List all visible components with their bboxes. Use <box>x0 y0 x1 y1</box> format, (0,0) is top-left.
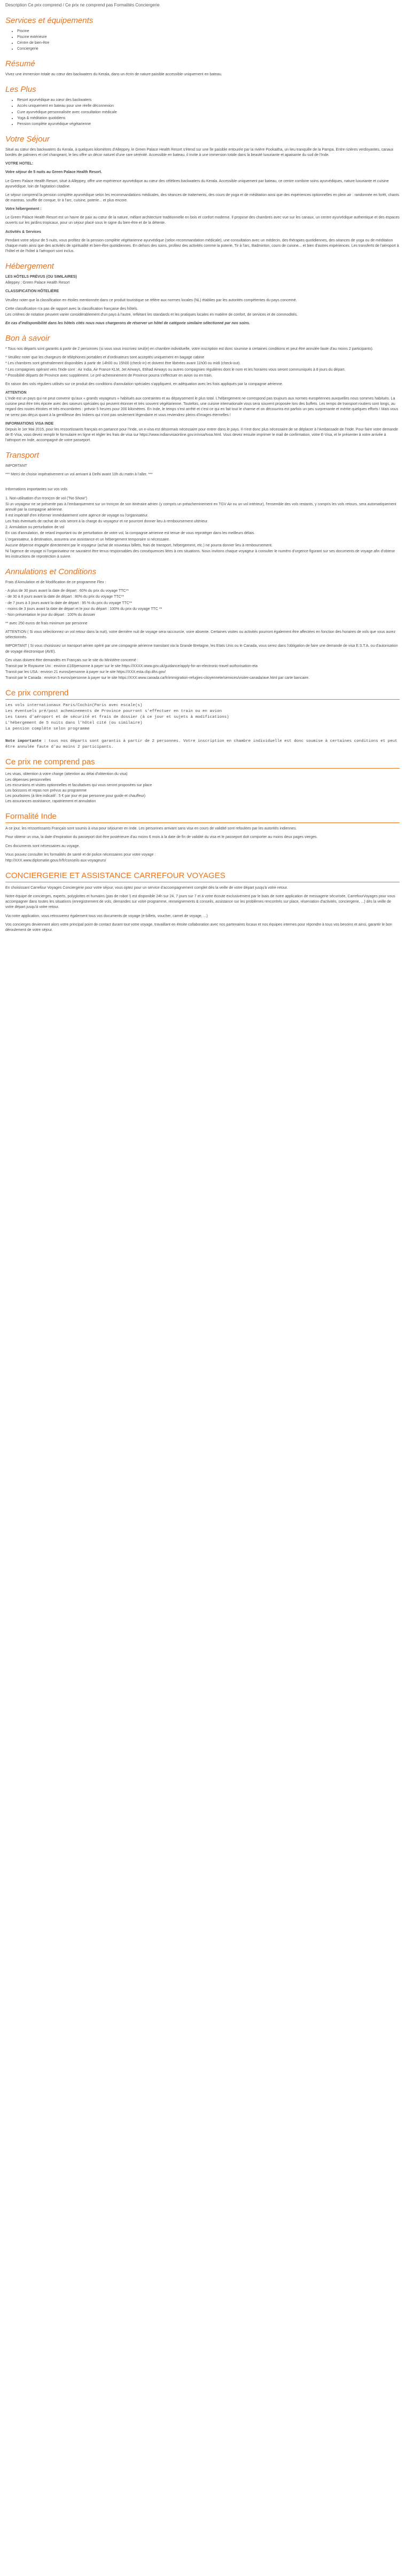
note-text: : tous nos départs sont garantis à partir de 2 personnes. Votre inscription en chambre individuelle est donc soumise à certaines conditions et peut être annulée faute d'au moins 2 participants. <box>5 739 398 749</box>
hebergement-paragraph: Le Green Palace Health Resort est un havre de paix au cœur de la nature, mêlant architecture traditionnelle en bois et confort moderne. Il propose des chambres avec vue sur les canaux, un centre ayurvédique authentique et des espaces ouverts sur les jardins tropicaux, pour un séjour placé sous le signe du bien-être et de la détente. <box>5 216 400 225</box>
visa-sites-intro: Ces visas doivent être demandés en Français sur le site du Ministère concerné : <box>5 658 138 662</box>
annulations-title: Annulations et Conditions <box>5 567 97 577</box>
list-item: Les visas, obtention à votre charge (attention au délai d'obtention du visa) <box>5 772 128 777</box>
prix-comprend-title: Ce prix comprend <box>5 688 400 700</box>
formalite-paragraph: Pour obtenir un visa, la date d'expiration du passeport doit être postérieure d'au moins 6 mois à la date de fin de validité du visa et le passeport doit comporter au moins deux pages vierges. <box>5 835 318 840</box>
flights-info-label: Informations importantes sur vos vols <box>5 488 67 492</box>
list-item: Les assurances assistance, rapatriement et annulation <box>5 800 96 804</box>
tab-descriptions: Description Ce prix comprend / Ce prix ne comprend pas Formalités Conciergerie <box>5 3 160 7</box>
hotel-paragraph: Le séjour comprend la pension complète ayurvédique selon les recommandations médicales, des séances de traitements, des cours de yoga et de méditation ainsi que des expériences optionnelles en plein air : randonnée en forêt, chants de mantras, souffle de conque, tir à l'arc, cuisine, poterie... et plus encore. <box>5 193 399 202</box>
list-item: • Yoga & méditation quotidiens <box>17 116 400 121</box>
annulation-attention: ATTENTION ( Si vous sélectionnez un vol retour dans la nuit), votre dernière nuit de voyage sera raccourcie, voire absente. Certaines visites ou activités pourront également être affectées en fonction des horaires de vols que vous aurez sélectionnés. <box>5 630 396 640</box>
services-title: Services et équipements <box>5 15 94 25</box>
list-item: • Accès uniquement en bateau pour une réelle déconnexion <box>17 104 400 109</box>
list-item: Les boissons et repas non prévus au programme <box>5 788 87 793</box>
plus-title: Les Plus <box>5 85 36 95</box>
attention-paragraph: L'Inde est un pays qui ne peut convenir qu'aux « grands voyageurs » habitués aux contraintes et au dépaysement le plus total. L'hébergement ne correspond pas toujours aux normes européennes auxquelles nous sommes habitués. La cuisine peut être très épicée avec des saveurs spéciales qui peuvent étonner et très souvent végétarienne. Toutefois, une cuisine internationale vous sera souvent proposée lors des buffets. Les temps de transport routiers sont longs, au regard des routes étroites et très encombrées : prévoir 5 heures pour 200 kilomètres. En Inde, le temps s'est arrêté et c'est ce qui en fait tout le charme et on découvrira est parfois un peu surprenante et mérite quelques efforts ! Mais vous ne serez pas déçus quant à la gentillesse des Indiens qui n'ont pas seulement légendaire et vous reviendrez pleins d'images éternelles ! <box>5 397 399 417</box>
formalite-paragraph: A ce jour, les ressortissants Français sont soumis à visa pour séjourner en Inde. Les personnes arrivant sans visa en cours de validité sont refoulées par les autorités indiennes. <box>5 827 297 831</box>
sejour-intro: Situé au cœur des backwaters du Kerala, à quelques kilomètres d'Alleppey, le Green Palace Health Resort s'étend sur une île paisible entourée par la rivière Pookaitha, un lieu tranquille de la Pampa. Entre rizières verdoyantes, canaux bordés de palmiers et ciel changeant, le lieu offre un décor naturel d'une rare sérénité. Accessible en bateau, il invite à une immersion totale dans la beauté luxuriante et apaisante du sud de l'Inde. <box>5 148 394 158</box>
list-item: • Resort ayurvédique au cœur des backwaters <box>17 98 400 103</box>
info-paragraph: En raison des vols réguliers utilisés sur ce produit des conditions d'annulation spéciales s'appliquent, en adéquation avec les frais appliqués par la compagnie aérienne. <box>5 382 283 386</box>
resume-title: Résumé <box>5 59 35 69</box>
conciergerie-paragraph: En choisissant Carrefour Voyages Conciergerie pour votre séjour, vous optez pour un service d'accompagnement complet dès la veille de votre départ jusqu'à votre retour. <box>5 886 288 890</box>
visa-site-line: Transit par les USA : environ 21 euros/personne à payer sur le site https://XXX.esta.cbp.dhs.gov/ <box>5 670 166 674</box>
classification-label: CLASSIFICATION HÔTELIÈRE <box>5 289 59 294</box>
bon-savoir-title: Bon à savoir <box>5 334 50 343</box>
sejour-title: Votre Séjour <box>5 135 50 144</box>
prix-pas-block <box>5 772 400 804</box>
classification-paragraph: Les critères de notation peuvent varier considérablement d'un pays à l'autre, reflétant les standards et les pratiques locales en matière de confort, de services et de commodités. <box>5 312 298 317</box>
hotel-label: VOTRE HOTEL: <box>5 162 34 166</box>
classification-paragraph: Cette classification n'a pas de rapport avec la classification française des hôtels. <box>5 307 138 311</box>
list-item: L'hébergement de 5 nuits dans l'hôtel cité (ou similaire) <box>5 721 143 725</box>
list-item: Les dépenses personnelles <box>5 778 51 782</box>
list-item: • Conciergerie <box>17 46 400 52</box>
hotels-label: LES HÔTELS PRÉVUS (OU SIMILAIRES) <box>5 275 77 279</box>
prix-comprend-block <box>5 703 400 750</box>
annulation-line: - Non présentation le jour du départ : 100% du dossier <box>5 613 96 617</box>
resume-text: Vivez une immersion totale au cœur des backwaters du Kerala, dans un écrin de nature paisible accessible uniquement en bateau. <box>5 73 222 77</box>
list-item: Les éventuels pré/post acheminements de Province pourront s'effectuer en train ou en avion <box>5 709 222 714</box>
info-paragraph: * Veuillez noter que les chargeurs de téléphones portables et d'ordinateurs sont acceptés uniquement en bagage cabine <box>5 356 205 360</box>
hotels-line: Alleppey : Green Palace Health Resort <box>5 281 70 285</box>
info-paragraph: * Les compagnies opérant vers l'Inde sont : Air India, Air France KLM, Jet Airways, Etihad Airways ou autres compagnies régulières dont le nom et les horaires vous seront communiqués à 8 jours du départ. <box>5 367 346 372</box>
list-item: Les vols internationaux Paris/Cochin(Paris avec escale(s) <box>5 703 143 708</box>
hebergement-label: Votre hébergement : <box>5 207 42 212</box>
flights-paragraph: 1. Non-utilisation d'un tronçon de vol ("No Show") <box>5 496 87 500</box>
flights-paragraph: Ni l'agence de voyage ni l'organisateur ne sauraient être tenus responsables des conséquences liées à ces situations. Nous invitons chaque voyageur à consulter le numéro d'urgence figurant sur ses documents de voyage afin d'obtenir les instructions de reprotection à suivre. <box>5 549 395 559</box>
formalite-paragraph: Ces documents sont nécessaires au voyage. <box>5 844 80 848</box>
conciergerie-title: CONCIERGERIE ET ASSISTANCE CARREFOUR VOYAGES <box>5 871 400 882</box>
flights-paragraph: En cas d'annulation, de retard important ou de perturbation de votre vol, la compagnie aérienne est tenue de vous reprotéger dans les meilleurs délais. <box>5 531 255 536</box>
annulation-line: - de 7 jours à 3 jours avant la date de départ : 95 % du prix du voyage TTC** <box>5 601 133 605</box>
annulation-line: - de 30 à 8 jours avant la date de départ : 80% du prix du voyage TTC** <box>5 595 124 599</box>
hotel-paragraph: Le Green Palace Health Resort, situé à Alleppey, offre une expérience ayurvédique au cœur des célèbres backwaters du Kerala. Accessible uniquement par bateau, ce centre combine soins ayurvédiques, nature luxuriante et cuisine ayurvédique, loin de l'agitation citadine. <box>5 179 389 189</box>
annulation-important: IMPORTANT ( Si vous choisissez un transport aérien opéré par une compagnie aérienne transitant via la Grande Bretagne, les Etats Unis ou le Canada, vous serez dans l'obligation de faire une demande de visa E.S.T.A. ou d'autorisation de voyage électronique (AVE). <box>5 644 398 654</box>
hebergement-title: Hébergement <box>5 262 54 271</box>
important-note: *** Merci de choisir impérativement un vol arrivant à Delhi avant 10h du matin à l'aller. *** <box>5 473 153 477</box>
list-item: • Cure ayurvédique personnalisée avec consultation médicale <box>17 110 400 115</box>
list-item: • Pension complète ayurvédique végétarienne <box>17 122 400 127</box>
list-item: Les taxes d'aéroport et de sécurité et frais de dossier (à ce jour et sujets à modifications) <box>5 715 229 720</box>
visa-info-paragraph: Depuis le 1er Mai 2015, pour les ressortissants français en partance pour l'Inde, un e-visa est désormais nécessaire pour entrer dans le pays. Il n'est donc plus nécessaire de se déplacer à l'Ambassade de l'Inde. Pour faire votre demande de E-Visa, vous devez remplir le formulaire en ligne et régler les frais de visa sur https://www.indianvisaonline.gov.in/visa/tvoa.html. Vous devez ensuite imprimer le mail de confirmation, votre E-Visa, et le présenter à votre arrivée à l'aéroport en Inde, accompagné de votre passeport. <box>5 427 398 443</box>
plus-list <box>5 98 400 127</box>
list-item: Les pourboires (à titre indicatif : 5 € par jour et par personne pour guide et chauffeur) <box>5 794 146 798</box>
flights-paragraph: Si un voyageur ne se présente pas à l'embarquement sur un tronçon de son itinéraire aérien (y compris un préacheminement en TGV Air ou un vol intérieur), l'ensemble des vols restants, y compris les vols retours, sera automatiquement annulé par la compagnie aérienne. <box>5 502 396 512</box>
activites-paragraph: Pendant votre séjour de 5 nuits, vous profitez de la pension complète végétarienne ayurvédique (selon recommandation médicale), une consultation avec un médecin, des thérapies quotidiennes, des séances de yoga ou de méditation chaque matin ainsi que des activités de spiritualité et bien-être quotidiennes. En dehors des soins, profitez des activités comme la poterie, Tir à l'arc, Badminton, cours de cuisine... et bien d'autres expériences. Les transferts de l'aéroport à l'hôtel et de l'hôtel à l'aéroport sont inclus. <box>5 238 399 253</box>
classification-paragraph: Veuillez noter que la classification en étoiles mentionnée dans ce produit touristique se réfère aux normes locales (NL) établies par les autorités compétentes du pays concerné. <box>5 298 297 302</box>
list-item: • Centre de bien-être <box>17 41 400 46</box>
info-paragraph: * Tous nos départs sont garantis à partir de 2 personnes (si vous vous inscrivez seul(e) en chambre individuelle, votre inscription est donc soumise à certaines conditions et peut être annulée faute d'au moins 2 participants). <box>5 347 373 351</box>
annulation-line: - A plus de 30 jours avant la date de départ : 60% du prix du voyage TTC** <box>5 589 129 593</box>
visa-info-label: INFORMATIONS VISA INDE <box>5 421 54 426</box>
flights-paragraph: Aucune dépense engagée directement par le voyageur (achat de nouveaux billets, frais de transport, hébergement, etc.) ne pourra donner lieu à remboursement. <box>5 543 273 547</box>
formalite-paragraph: Vous pouvez consulter les formalités de santé et de police nécessaires pour votre voyage : <box>5 852 156 857</box>
note-importante <box>5 739 400 750</box>
attention-label: ATTENTION <box>5 390 27 395</box>
activites-label: Activités & Services <box>5 230 41 234</box>
annulation-line: - moins de 3 jours avant la date de départ et le jour du départ : 100% du prix du voyage TTC ** <box>5 607 162 611</box>
visa-site-line: Transit par le Canada : environ 5 euros/personne à payer sur le site https://XXX.www.canada.ca/fr/immigration-refugies-citoyennete/services/visiter-canada/ave.html par carte bancaire. <box>5 676 309 680</box>
annulations-intro: Frais d'Annulation et de Modification de ce programme Flex : <box>5 581 106 585</box>
conciergerie-paragraph: Via notre application, vous retrouverez également tous vos documents de voyage (e-billets, voucher, carnet de voyage, ...) <box>5 914 208 918</box>
flights-paragraph: 2. Annulation ou perturbation de vol <box>5 526 65 530</box>
prix-pas-title: Ce prix ne comprend pas <box>5 757 400 769</box>
list-item: • Piscine extérieure <box>17 35 400 40</box>
conciergerie-paragraph: Notre équipe de concierges, experts, polyglottes et humains (pas de robot !) est disponible 24h sur 24, 7 jours sur 7 et à votre écoute exclusivement par le biais de notre application de messagerie sécurisée, CarrefourVoyages pour vous accompagner dans toutes les situations (enregistrement de vols, demandes sur votre programme, renseignements & conseils, assistance sur les problèmes rencontrés sur place, réservation d'activités, conciergerie, ...) dès la veille de votre départ jusqu'à votre retour. <box>5 895 395 910</box>
flights-paragraph: Les frais éventuels de rachat de vols seront à la charge du voyageur et ne pourront donner lieu à remboursement ultérieur. <box>5 520 208 524</box>
transport-title: Transport <box>5 451 40 460</box>
formalite-title: Formalité Inde <box>5 812 400 823</box>
formalite-link[interactable]: http://XXX.www.diplomatie.gouv.fr/fr/conseils-aux-voyageurs/ <box>5 858 106 863</box>
info-paragraph: * Possibilité départs de Province avec supplément. Le pré-acheminement de Province pourra s'effectuer en avion ou en train. <box>5 373 213 378</box>
hotel-title: Votre séjour de 5 nuits au Green Palace Health Resort. <box>5 170 102 175</box>
list-item: La pension complète selon programme <box>5 726 90 731</box>
list-item: Les excursions et visites optionnelles et facultatives qui vous seront proposées sur place <box>5 783 152 787</box>
flights-paragraph: L'organisateur, à destination, assurera une assistance et un hébergement temporaire si nécessaire. <box>5 537 170 542</box>
flights-paragraph: Il est impératif d'en informer immédiatement votre agence de voyage ou l'organisateur. <box>5 514 149 518</box>
info-paragraph: * Les chambres sont généralement disponibles à partir de 14h00 ou 15h00 (check-in) et doivent être libérées avant 11h00 ou midi (check-out). <box>5 362 241 366</box>
list-item: • Piscine <box>17 29 400 34</box>
classification-note: En cas d'indisponibilité dans les hôtels cités nous nous chargerons de réserver un hôtel de catégorie similaire sélectionné par nos soins. <box>5 321 250 325</box>
services-list <box>5 29 400 52</box>
visa-site-line: Transit par le Royaume Uni : environ £16/personne à payer sur le site https://XXXX.www.gov.uk/guidance/apply-for-an-electronic-travel-authorisation-eta <box>5 664 258 668</box>
conciergerie-paragraph: Vos concierges deviennent alors votre principal point de contact durant tout votre voyage, travaillant en étroite collaboration avec nos partenaires locaux et nos équipes internes pour répondre à tous vos besoins et ainsi, garantir le bon déroulement de votre séjour. <box>5 922 392 932</box>
note-label: Note importante <box>5 739 42 743</box>
product-page <box>0 0 405 942</box>
important-label: IMPORTANT <box>5 464 27 468</box>
annulation-note: ** avec 250 euros de frais minimum par personne <box>5 622 88 626</box>
